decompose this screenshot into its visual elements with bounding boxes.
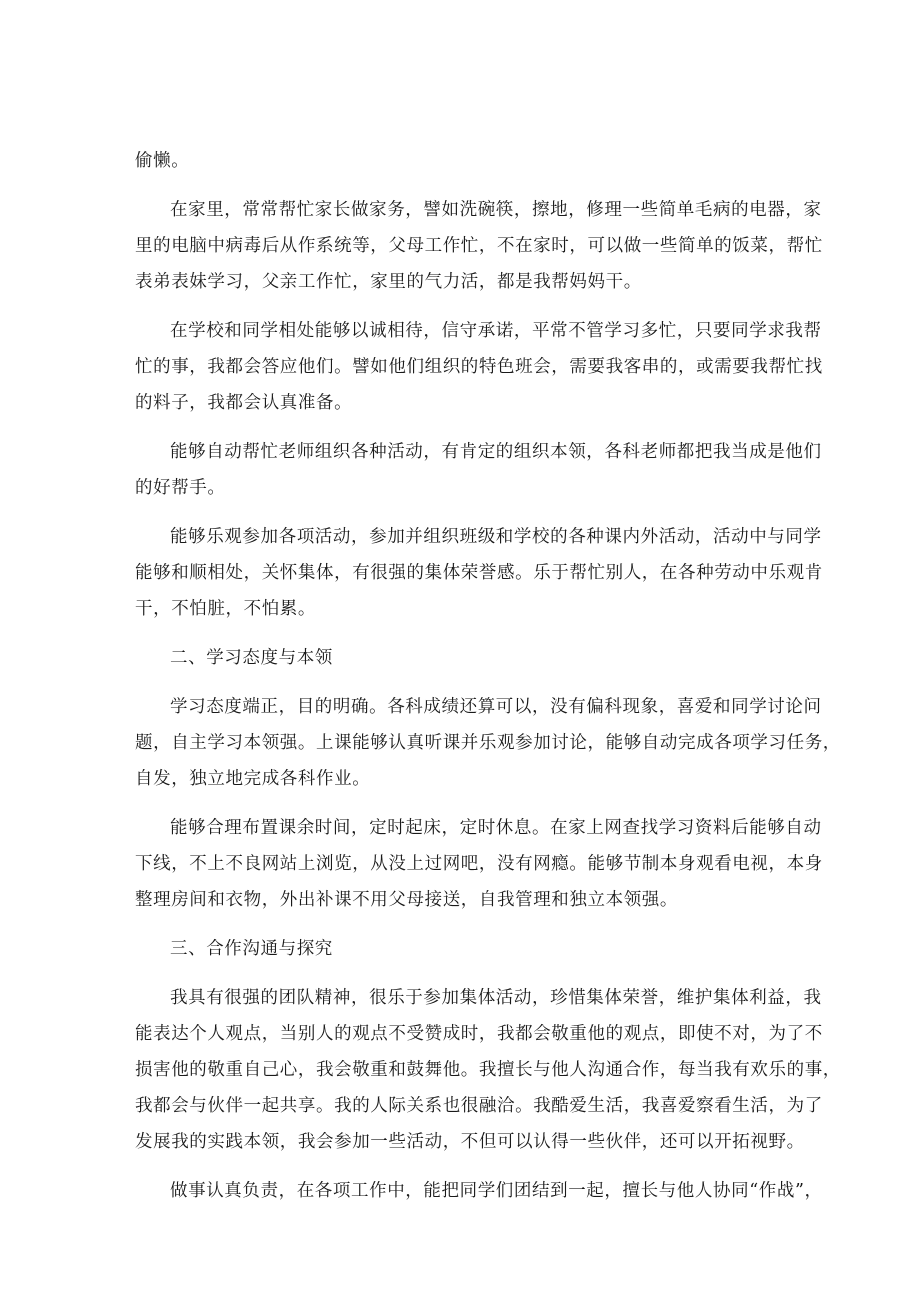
text-line xyxy=(135,519,822,555)
text-line xyxy=(135,640,795,676)
line-text: 里的电脑中病毒后从作系统等，父母工作忙，不在家时，可以做一些简单的饭菜，帮忙 xyxy=(135,236,823,256)
text-line xyxy=(135,349,823,385)
text-line xyxy=(135,434,822,470)
text-line xyxy=(135,555,823,591)
line-text: 表弟表妹学习，父亲工作忙，家里的气力活，都是我帮妈妈干。 xyxy=(135,272,642,292)
line-text: 的好帮手。 xyxy=(135,478,226,498)
paragraph xyxy=(135,931,795,967)
line-text: 损害他的敬重自己心，我会敬重和鼓舞他。我擅长与他人沟通合作，每当我有欢乐的事， xyxy=(135,1060,841,1080)
text-line xyxy=(135,980,822,1016)
line-text: 做事认真负责，在各项工作中，能把同学们团结到一起，擅长与他人协同“作战”， xyxy=(170,1181,823,1201)
line-text: 能够合理布置课余时间，定时起床，定时休息。在家上网查找学习资料后能够自动 xyxy=(170,818,822,838)
text-line xyxy=(135,882,795,918)
text-line xyxy=(135,689,822,725)
line-text: 忙的事，我都会答应他们。譬如他们组织的特色班会，需要我客串的，或需要我帮忙找 xyxy=(135,357,823,377)
paragraph xyxy=(135,980,841,1160)
text-line xyxy=(135,143,795,179)
text-line xyxy=(135,470,795,506)
text-line xyxy=(135,228,823,264)
line-text: 三、合作沟通与探究 xyxy=(170,939,333,959)
text-line xyxy=(135,725,841,761)
line-text: 学习态度端正，目的明确。各科成绩还算可以，没有偏科现象，喜爱和同学讨论问 xyxy=(170,697,822,717)
line-text: 下线，不上不良网站上浏览，从没上过网吧，没有网瘾。能够节制本身观看电视，本身 xyxy=(135,854,823,874)
line-text: 能表达个人观点，当别人的观点不受赞成时，我都会敬重他的观点，即使不对，为了不 xyxy=(135,1024,823,1044)
text-line xyxy=(135,1173,823,1209)
line-text: 能够和顺相处，关怀集体，有很强的集体荣誉感。乐于帮忙别人，在各种劳动中乐观肯 xyxy=(135,563,823,583)
line-text: 能够自动帮忙老师组织各种活动，有肯定的组织本领，各科老师都把我当成是他们 xyxy=(170,442,822,462)
text-line xyxy=(135,1052,841,1088)
line-text: 题，自主学习本领强。上课能够认真听课并乐观参加讨论，能够自动完成各项学习任务， xyxy=(135,733,841,753)
document-page xyxy=(135,143,841,1222)
paragraph xyxy=(135,810,823,918)
text-line xyxy=(135,264,795,300)
line-text: 发展我的实践本领，我会参加一些活动，不但可以认得一些伙伴，还可以开拓视野。 xyxy=(135,1132,805,1152)
line-text: 偷懒。 xyxy=(135,151,190,171)
text-line xyxy=(135,385,795,421)
text-line xyxy=(135,313,822,349)
line-text: 二、学习态度与本领 xyxy=(170,648,333,668)
paragraph xyxy=(135,1173,823,1209)
text-line xyxy=(135,192,822,228)
text-line xyxy=(135,761,795,797)
line-text: 我都会与伙伴一起共享。我的人际关系也很融洽。我酷爱生活，我喜爱察看生活，为了 xyxy=(135,1096,823,1116)
paragraph xyxy=(135,519,823,627)
text-line xyxy=(135,1124,805,1160)
text-line xyxy=(135,1088,823,1124)
line-text: 的料子，我都会认真准备。 xyxy=(135,393,353,413)
paragraph xyxy=(135,192,823,300)
line-text: 我具有很强的团队精神，很乐于参加集体活动，珍惜集体荣誉，维护集体利益，我 xyxy=(170,988,822,1008)
text-line xyxy=(135,591,795,627)
line-text: 在学校和同学相处能够以诚相待，信守承诺，平常不管学习多忙，只要同学求我帮 xyxy=(170,321,822,341)
line-text: 干，不怕脏，不怕累。 xyxy=(135,599,316,619)
paragraph xyxy=(135,689,841,797)
line-text: 自发，独立地完成各科作业。 xyxy=(135,769,371,789)
paragraph xyxy=(135,313,823,421)
text-line xyxy=(135,810,822,846)
line-text: 能够乐观参加各项活动，参加并组织班级和学校的各种课内外活动，活动中与同学 xyxy=(170,527,822,547)
paragraph xyxy=(135,143,795,179)
text-line xyxy=(135,931,795,967)
text-line xyxy=(135,846,823,882)
text-line xyxy=(135,1016,823,1052)
line-text: 整理房间和衣物，外出补课不用父母接送，自我管理和独立本领强。 xyxy=(135,890,678,910)
line-text: 在家里，常常帮忙家长做家务，譬如洗碗筷，擦地，修理一些简单毛病的电器，家 xyxy=(170,200,822,220)
paragraph xyxy=(135,640,795,676)
paragraph xyxy=(135,434,822,506)
